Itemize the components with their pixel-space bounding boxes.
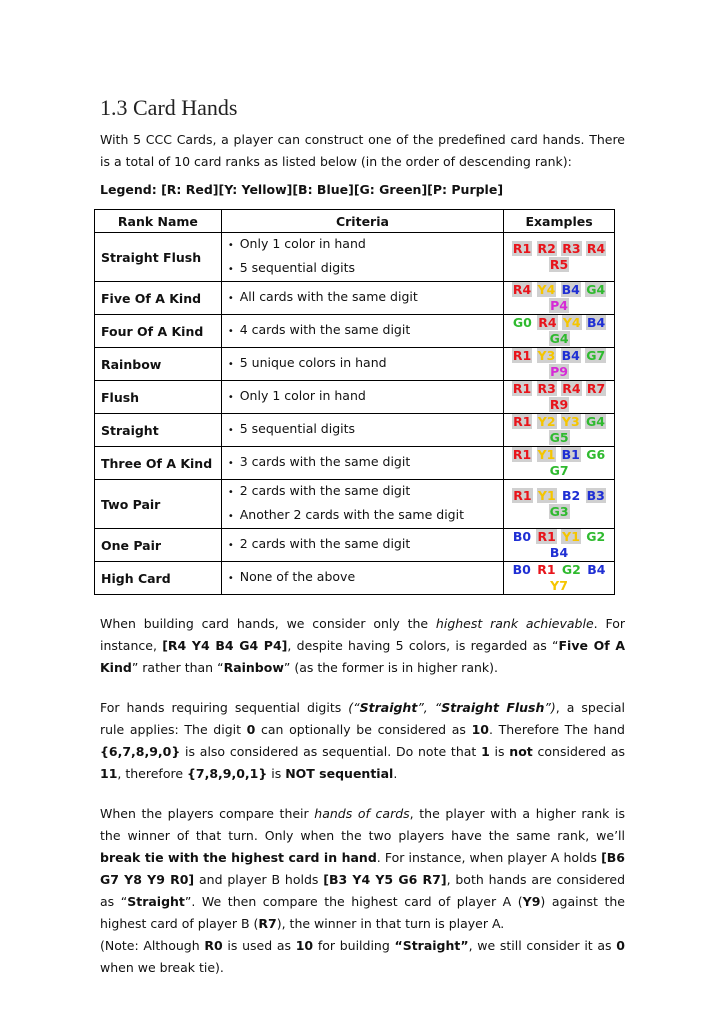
text-run: (“: [348, 700, 360, 715]
card-chip: G2: [586, 529, 606, 544]
card-chip: R5: [549, 257, 569, 272]
card-chip: G7: [586, 348, 606, 363]
criteria-cell: [221, 529, 503, 562]
text-run: .: [393, 766, 398, 781]
criteria-bullet: • 5 unique colors in hand: [228, 352, 497, 376]
card-chip: R1: [512, 348, 532, 363]
text-run: ) against the highest card of player B (: [100, 894, 625, 931]
text-run: ” rather than “: [131, 660, 224, 675]
card-chip: Y7: [550, 578, 568, 593]
card-chip: Y4: [562, 315, 581, 330]
text-run: hands of cards: [314, 806, 410, 821]
example-cell: [504, 414, 615, 447]
text-run: When building card hands, we consider only the: [100, 616, 436, 631]
rank-name-cell: Five Of A Kind: [95, 282, 222, 315]
card-chip: P4: [550, 298, 568, 313]
criteria-cell: [221, 447, 503, 480]
text-run: . For instance, when player A holds: [376, 850, 602, 865]
criteria-cell: [221, 315, 503, 348]
text-run: [B6 G7 Y8 Y9 R0]: [100, 850, 626, 887]
criteria-cell: [221, 414, 503, 447]
rank-name-cell: One Pair: [95, 529, 222, 562]
card-chip: Y1: [537, 488, 556, 503]
header-criteria: Criteria: [221, 210, 503, 233]
text-run: break tie with the highest card in hand: [100, 850, 377, 865]
text-run: 0: [246, 722, 256, 737]
card-chip: G4: [586, 414, 605, 429]
example-cell: [504, 315, 615, 348]
criteria-bullet: • All cards with the same digit: [228, 286, 497, 310]
text-run: 0: [616, 938, 625, 953]
paragraph-highest-rank: [100, 613, 625, 679]
text-run: “Straight”: [394, 938, 469, 953]
rank-name-cell: High Card: [95, 562, 222, 595]
card-chip: G0: [512, 315, 532, 330]
rank-name-cell: Rainbow: [95, 348, 222, 381]
text-run: Straight: [359, 700, 418, 715]
text-run: and player B holds: [194, 872, 324, 887]
text-run: ”. We then compare the highest card of player A (: [184, 894, 523, 909]
text-run: When the players compare their: [100, 806, 315, 821]
rank-name-cell: Flush: [95, 381, 222, 414]
example-cell: [504, 233, 615, 282]
card-chip: R7: [586, 381, 606, 396]
text-run: R0: [204, 938, 223, 953]
text-run: Y9: [522, 894, 541, 909]
text-run: 1: [481, 744, 490, 759]
criteria-bullet: • 4 cards with the same digit: [228, 319, 497, 343]
criteria-bullet: • None of the above: [228, 566, 497, 590]
criteria-cell: [221, 381, 503, 414]
text-run: ”, “: [417, 700, 442, 715]
text-run: is also considered as sequential. Do note that: [180, 744, 482, 759]
card-chip: R2: [537, 241, 556, 256]
example-cell: [504, 447, 615, 480]
card-chip: B4: [586, 315, 606, 330]
example-hand: [510, 447, 608, 479]
criteria-cell: [221, 233, 503, 282]
card-chip: Y1: [537, 447, 556, 462]
text-run: R7: [258, 916, 277, 931]
table-row: [95, 447, 615, 480]
card-chip: Y1: [562, 529, 580, 544]
text-run: , despite having 5 colors, is regarded as “: [287, 638, 559, 653]
text-run: , both hands are considered as “: [100, 872, 626, 909]
table-header-row: [95, 210, 615, 233]
table-row: [95, 414, 615, 447]
text-run: (Note: Although: [100, 938, 205, 953]
card-chip: B1: [561, 447, 580, 462]
text-run: . Therefore The hand: [488, 722, 625, 737]
example-hand: [510, 562, 608, 594]
card-chip: R1: [513, 488, 532, 503]
card-chip: B3: [586, 488, 605, 503]
text-run: ”): [544, 700, 556, 715]
card-chip: B4: [561, 282, 580, 297]
paragraph-sequential-rule: [100, 697, 625, 785]
text-run: 11: [100, 766, 118, 781]
text-run: , the player with a higher rank is the winner of that turn. Only when the two players have the same rank, we’ll: [100, 806, 625, 843]
example-cell: [504, 562, 615, 595]
card-chip: R4: [512, 282, 532, 297]
card-chip: R1: [537, 562, 556, 577]
card-chip: B4: [561, 348, 580, 363]
text-run: is: [489, 744, 510, 759]
criteria-bullet: • Only 1 color in hand: [228, 385, 497, 409]
example-cell: [504, 529, 615, 562]
criteria-bullet: • 5 sequential digits: [228, 418, 497, 442]
table-row: [95, 315, 615, 348]
card-chip: G6: [586, 447, 606, 462]
text-run: Straight Flush: [441, 700, 545, 715]
example-hand: [510, 315, 608, 347]
criteria-bullet: • 2 cards with the same digit: [228, 533, 497, 557]
table-row: [95, 562, 615, 595]
card-chip: R4: [538, 315, 557, 330]
example-hand: [510, 282, 608, 314]
card-chip: R4: [586, 241, 606, 256]
table-row: [95, 348, 615, 381]
criteria-cell: [221, 480, 503, 529]
card-chip: G3: [549, 504, 569, 519]
example-hand: [510, 348, 608, 380]
card-chip: R1: [512, 241, 532, 256]
example-cell: [504, 282, 615, 315]
header-examples: Examples: [504, 210, 615, 233]
card-chip: Y2: [537, 414, 556, 429]
text-run: {6,7,8,9,0}: [100, 744, 181, 759]
text-run: {7,8,9,0,1}: [187, 766, 268, 781]
example-cell: [504, 381, 615, 414]
text-run: 10: [295, 938, 314, 953]
text-run: for building: [313, 938, 395, 953]
table-row: [95, 233, 615, 282]
card-chip: G7: [549, 463, 569, 478]
card-chip: B2: [562, 488, 581, 503]
card-chip: B4: [587, 562, 606, 577]
criteria-cell: [221, 282, 503, 315]
rank-name-cell: Straight: [95, 414, 222, 447]
criteria-bullet: • Another 2 cards with the same digit: [228, 504, 497, 528]
text-run: can optionally be considered as: [255, 722, 472, 737]
criteria-bullet: • 3 cards with the same digit: [228, 451, 497, 475]
card-chip: B0: [512, 562, 531, 577]
text-run: , a special rule applies: The digit: [100, 700, 626, 737]
card-chip: P9: [550, 364, 568, 379]
text-run: [R4 Y4 B4 G4 P4]: [162, 638, 288, 653]
card-chip: R1: [512, 381, 532, 396]
section-title: 1.3 Card Hands: [100, 95, 238, 120]
card-chip: R1: [513, 414, 532, 429]
text-run: For hands requiring sequential digits: [100, 700, 349, 715]
card-chip: R1: [512, 447, 532, 462]
table-row: [95, 381, 615, 414]
card-chip: R9: [549, 397, 569, 412]
criteria-cell: [221, 348, 503, 381]
card-chip: G4: [549, 331, 569, 346]
document-page: [100, 95, 625, 979]
table-row: [95, 529, 615, 562]
text-run: , we still consider it as: [468, 938, 617, 953]
text-run: Five Of A Kind: [100, 638, 626, 675]
text-run: NOT sequential: [285, 766, 394, 781]
card-chip: R3: [562, 241, 581, 256]
table-row: [95, 480, 615, 529]
example-hand: [510, 381, 608, 413]
criteria-bullet: • 5 sequential digits: [228, 257, 497, 281]
intro-paragraph: With 5 CCC Cards, a player can construct one of the predefined card hands. There is a total of 10 card ranks as listed below (in the order of descending rank):: [100, 132, 625, 169]
text-run: highest rank achievable: [435, 616, 594, 631]
text-run: is used as: [222, 938, 296, 953]
example-cell: [504, 480, 615, 529]
rank-name-cell: Straight Flush: [95, 233, 222, 282]
card-chip: G2: [561, 562, 581, 577]
text-run: when we break tie).: [100, 960, 224, 975]
text-run: considered as: [532, 744, 625, 759]
card-chip: Y3: [561, 414, 580, 429]
text-run: [B3 Y4 Y5 G6 R7]: [323, 872, 447, 887]
text-run: , therefore: [117, 766, 187, 781]
paragraph-tie-break: [100, 803, 625, 935]
card-chip: B0: [512, 529, 532, 544]
card-chip: Y4: [537, 282, 556, 297]
color-legend: Legend: [R: Red][Y: Yellow][B: Blue][G: Green][P: Purple]: [100, 182, 504, 197]
card-chip: G4: [586, 282, 606, 297]
text-run: Rainbow: [223, 660, 284, 675]
paragraph-note: [100, 935, 625, 979]
rank-name-cell: Three Of A Kind: [95, 447, 222, 480]
card-chip: G5: [549, 430, 569, 445]
text-run: 10: [471, 722, 489, 737]
rank-name-cell: Four Of A Kind: [95, 315, 222, 348]
example-hand: [510, 414, 608, 446]
card-chip: B4: [549, 545, 569, 560]
table-body: [95, 233, 615, 595]
text-run: Straight: [127, 894, 185, 909]
text-run: ), the winner in that turn is player A.: [276, 916, 505, 931]
example-hand: [510, 488, 608, 520]
card-hands-table: [94, 209, 615, 595]
table-row: [95, 282, 615, 315]
card-chip: R3: [537, 381, 556, 396]
card-chip: Y3: [537, 348, 556, 363]
example-hand: [510, 529, 608, 561]
criteria-cell: [221, 562, 503, 595]
text-run: ” (as the former is in higher rank).: [283, 660, 498, 675]
example-hand: [510, 241, 608, 273]
card-chip: R1: [537, 529, 556, 544]
criteria-bullet: • 2 cards with the same digit: [228, 480, 497, 504]
example-cell: [504, 348, 615, 381]
text-run: is: [267, 766, 286, 781]
text-run: . For instance,: [100, 616, 625, 653]
card-chip: R4: [562, 381, 581, 396]
rank-name-cell: Two Pair: [95, 480, 222, 529]
header-rank-name: Rank Name: [95, 210, 222, 233]
criteria-bullet: • Only 1 color in hand: [228, 233, 497, 257]
text-run: not: [509, 744, 533, 759]
